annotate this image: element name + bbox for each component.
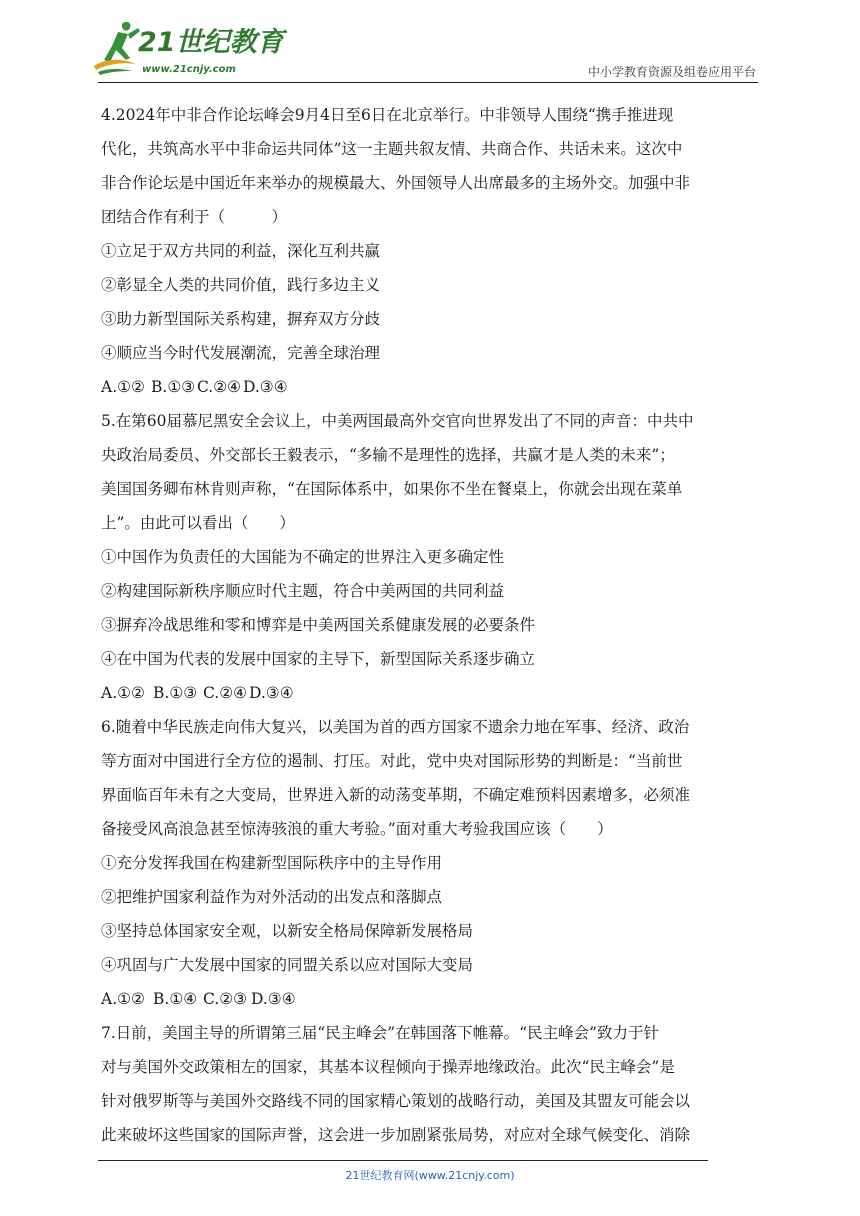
statement-item: ①立足于双方共同的利益，深化互利共赢 bbox=[101, 242, 381, 260]
statement-item: ④在中国为代表的发展中国家的主导下，新型国际关系逐步确立 bbox=[101, 650, 536, 668]
answer-options bbox=[101, 982, 769, 1016]
question-stem-line: 7.日前，美国主导的所谓第三届“民主峰会”在韩国落下帷幕。“民主峰会”致力于针 bbox=[101, 1024, 659, 1042]
site-logo[interactable] bbox=[92, 18, 284, 78]
question-block bbox=[101, 710, 769, 1016]
answer-options bbox=[101, 676, 769, 710]
answer-option[interactable]: D.③④ bbox=[243, 378, 288, 396]
question-stem-line: 上”。由此可以看出（ ） bbox=[101, 514, 295, 532]
page-header bbox=[0, 0, 860, 84]
question-stem-line: 5.在第60届慕尼黑安全会议上，中美两国最高外交官向世界发出了不同的声音：中共中 bbox=[101, 412, 694, 430]
answer-option[interactable]: D.③④ bbox=[251, 990, 296, 1008]
statement-item: ③摒弃冷战思维和零和博弈是中美两国关系健康发展的必要条件 bbox=[101, 616, 536, 634]
question-list bbox=[101, 98, 769, 1152]
logo-wordmark: 21世纪教育 bbox=[138, 27, 284, 58]
question-stem-line: 6.随着中华民族走向伟大复兴，以美国为首的西方国家不遗余力地在军事、经济、政治 bbox=[101, 718, 690, 736]
platform-tagline: 中小学教育资源及组卷应用平台 bbox=[587, 65, 756, 79]
question-stem-line: 此来破坏这些国家的国际声誉，这会进一步加剧紧张局势，对应对全球气候变化、消除 bbox=[101, 1126, 691, 1144]
statement-item: ②彰显全人类的共同价值，践行多边主义 bbox=[101, 276, 381, 294]
answer-option[interactable]: A.①② bbox=[101, 684, 145, 702]
answer-option[interactable]: A.①② bbox=[101, 378, 145, 396]
statement-item: ②把维护国家利益作为对外活动的出发点和落脚点 bbox=[101, 888, 443, 906]
answer-option[interactable]: B.①③ bbox=[153, 684, 198, 702]
answer-option[interactable]: B.①③ bbox=[151, 378, 196, 396]
question-stem-line: 对与美国外交政策相左的国家，其基本议程倾向于操弄地缘政治。此次“民主峰会”是 bbox=[101, 1058, 675, 1076]
question-stem-line: 团结合作有利于（ ） bbox=[101, 208, 288, 226]
footer-divider bbox=[98, 1160, 708, 1161]
question-stem-line: 非合作论坛是中国近年来举办的规模最大、外国领导人出席最多的主场外交。加强中非 bbox=[101, 174, 691, 192]
question-stem-line: 4.2024年中非合作论坛峰会9月4日至6日在北京举行。中非领导人围绕“携手推进现 bbox=[101, 106, 674, 124]
statement-item: ④顺应当今时代发展潮流，完善全球治理 bbox=[101, 344, 381, 362]
logo-url: www.21cnjy.com bbox=[142, 64, 236, 75]
footer-link[interactable]: 21世纪教育网(www.21cnjy.com) bbox=[345, 1169, 515, 1182]
question-block bbox=[101, 404, 769, 710]
question-stem-line: 备接受风高浪急甚至惊涛骇浪的重大考验。”面对重大考验我国应该（ ） bbox=[101, 820, 613, 838]
question-stem-line: 等方面对中国进行全方位的遏制、打压。对此，党中央对国际形势的判断是：“当前世 bbox=[101, 752, 683, 770]
answer-options bbox=[101, 370, 769, 404]
question-stem-line: 代化，共筑高水平中非命运共同体”这一主题共叙友情、共商合作、共话未来。这次中 bbox=[101, 140, 683, 158]
statement-item: ①充分发挥我国在构建新型国际秩序中的主导作用 bbox=[101, 854, 443, 872]
statement-item: ④巩固与广大发展中国家的同盟关系以应对国际大变局 bbox=[101, 956, 474, 974]
statement-item: ①中国作为负责任的大国能为不确定的世界注入更多确定性 bbox=[101, 548, 505, 566]
answer-option[interactable]: C.②④ bbox=[197, 378, 242, 396]
question-block bbox=[101, 98, 769, 404]
question-block bbox=[101, 1016, 769, 1152]
question-stem-line: 央政治局委员、外交部长王毅表示，“多输不是理性的选择，共赢才是人类的未来”； bbox=[101, 446, 675, 464]
statement-item: ②构建国际新秩序顺应时代主题，符合中美两国的共同利益 bbox=[101, 582, 505, 600]
question-stem-line: 美国国务卿布林肯则声称，“在国际体系中，如果你不坐在餐桌上，你就会出现在菜单 bbox=[101, 480, 683, 498]
answer-option[interactable]: B.①④ bbox=[153, 990, 198, 1008]
question-stem-line: 界面临百年未有之大变局，世界进入新的动荡变革期，不确定难预料因素增多，必须准 bbox=[101, 786, 691, 804]
answer-option[interactable]: D.③④ bbox=[249, 684, 294, 702]
header-divider bbox=[98, 82, 758, 83]
statement-item: ③坚持总体国家安全观，以新安全格局保障新发展格局 bbox=[101, 922, 474, 940]
question-stem-line: 针对俄罗斯等与美国外交路线不同的国家精心策划的战略行动，美国及其盟友可能会以 bbox=[101, 1092, 691, 1110]
statement-item: ③助力新型国际关系构建，摒弃双方分歧 bbox=[101, 310, 381, 328]
answer-option[interactable]: A.①② bbox=[101, 990, 145, 1008]
runner-logo-icon bbox=[92, 18, 144, 76]
answer-option[interactable]: C.②③ bbox=[203, 990, 248, 1008]
answer-option[interactable]: C.②④ bbox=[203, 684, 248, 702]
